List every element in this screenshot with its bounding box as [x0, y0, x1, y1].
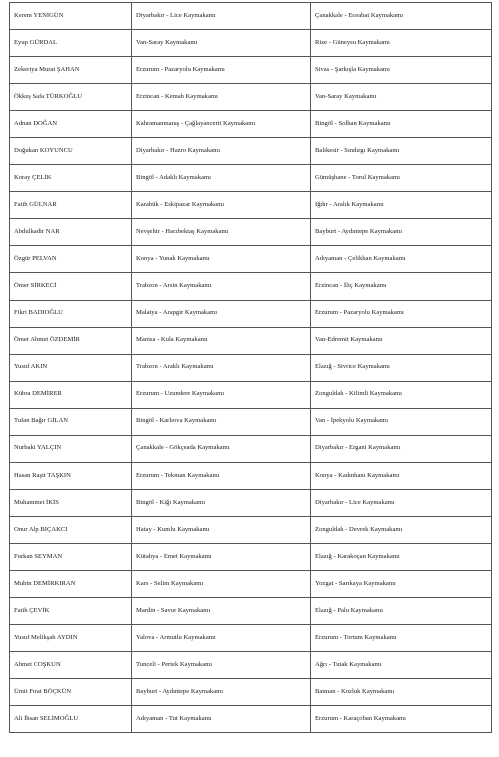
current-post-cell: Kars - Selim Kaymakamı	[132, 570, 311, 597]
table-row	[10, 462, 492, 489]
table-row	[10, 57, 492, 84]
table-row	[10, 679, 492, 706]
new-post-cell: Elazığ - Sivrice Kaymakamı	[311, 354, 492, 381]
official-name-cell: Abdulkadir NAR	[10, 219, 132, 246]
official-name-cell: Mubin DEMİRKIRAN	[10, 570, 132, 597]
table-row	[10, 706, 492, 733]
official-name-cell: Özgür PELVAN	[10, 246, 132, 273]
table-row	[10, 219, 492, 246]
official-name-cell: Muhammet İKİS	[10, 489, 132, 516]
current-post-cell: Malatya - Arapgir Kaymakamı	[132, 300, 311, 327]
official-name-cell: Hasan Raşit TAŞKIN	[10, 462, 132, 489]
table-row	[10, 300, 492, 327]
official-name-cell: Koray ÇELİK	[10, 165, 132, 192]
new-post-cell: Erzincan - İliç Kaymakamı	[311, 273, 492, 300]
table-row	[10, 625, 492, 652]
current-post-cell: Nevşehir - Hacıbektaş Kaymakamı	[132, 219, 311, 246]
official-name-cell: Kübra DEMİRER	[10, 381, 132, 408]
official-name-cell: Doğukan KOYUNCU	[10, 138, 132, 165]
current-post-cell: Hatay - Kumlu Kaymakamı	[132, 516, 311, 543]
table-row	[10, 327, 492, 354]
current-post-cell: Konya - Yunak Kaymakamı	[132, 246, 311, 273]
table-row	[10, 489, 492, 516]
current-post-cell: Erzincan - Kemah Kaymakamı	[132, 84, 311, 111]
official-name-cell: Fatih ÇEVİK	[10, 598, 132, 625]
current-post-cell: Van-Saray Kaymakamı	[132, 30, 311, 57]
table-row	[10, 246, 492, 273]
table-row	[10, 543, 492, 570]
official-name-cell: Ömer SİRKECİ	[10, 273, 132, 300]
current-post-cell: Yalova - Armutlu Kaymakamı	[132, 625, 311, 652]
current-post-cell: Çanakkale - Gökçeada Kaymakamı	[132, 435, 311, 462]
new-post-cell: Bingöl - Solhan Kaymakamı	[311, 111, 492, 138]
official-name-cell: Eyup GÜRDAL	[10, 30, 132, 57]
current-post-cell: Bayburt - Aydıntepe Kaymakamı	[132, 679, 311, 706]
new-post-cell: Diyarbakır - Ergani Kaymakamı	[311, 435, 492, 462]
new-post-cell: Rize - Güneysu Kaymakamı	[311, 30, 492, 57]
appointment-table-body	[10, 3, 492, 733]
table-row	[10, 192, 492, 219]
new-post-cell: Ağrı - Tutak Kaymakamı	[311, 652, 492, 679]
new-post-cell: Bayburt - Aydıntepe Kaymakamı	[311, 219, 492, 246]
new-post-cell: Zonguldak - Kilimli Kaymakamı	[311, 381, 492, 408]
new-post-cell: Yozgat - Sarıkaya Kaymakamı	[311, 570, 492, 597]
official-name-cell: Nurbaki YALÇIN	[10, 435, 132, 462]
new-post-cell: Erzurum - Karaçoban Kaymakamı	[311, 706, 492, 733]
new-post-cell: Sivas - Şarkışla Kaymakamı	[311, 57, 492, 84]
table-row	[10, 30, 492, 57]
new-post-cell: Van-Edremit Kaymakamı	[311, 327, 492, 354]
new-post-cell: Elazığ - Palu Kaymakamı	[311, 598, 492, 625]
table-row	[10, 354, 492, 381]
new-post-cell: Erzurum - Tortum Kaymakamı	[311, 625, 492, 652]
table-row	[10, 652, 492, 679]
new-post-cell: Gümüşhane - Torul Kaymakamı	[311, 165, 492, 192]
current-post-cell: Diyarbakır - Hazro Kaymakamı	[132, 138, 311, 165]
official-name-cell: Ömer Ahmet ÖZDEMİR	[10, 327, 132, 354]
official-name-cell: Onur Alp BIÇAKCI	[10, 516, 132, 543]
official-name-cell: Adnan DOĞAN	[10, 111, 132, 138]
official-name-cell: Yusuf AKIN	[10, 354, 132, 381]
current-post-cell: Bingöl - Karlıova Kaymakamı	[132, 408, 311, 435]
new-post-cell: Çanakkale - Eceabat Kaymakamı	[311, 3, 492, 30]
official-name-cell: Fikri BADIOĞLU	[10, 300, 132, 327]
appointment-table	[9, 2, 492, 733]
table-row	[10, 111, 492, 138]
current-post-cell: Erzurum - Uzundere Kaymakamı	[132, 381, 311, 408]
new-post-cell: Balıkesir - Sındırgı Kaymakamı	[311, 138, 492, 165]
current-post-cell: Erzurum - Pazaryolu Kaymakamı	[132, 57, 311, 84]
new-post-cell: Zonguldak - Devrek Kaymakamı	[311, 516, 492, 543]
table-row	[10, 435, 492, 462]
current-post-cell: Kahramanmaraş - Çağlayancerit Kaymakamı	[132, 111, 311, 138]
new-post-cell: Adıyaman - Çelikhan Kaymakamı	[311, 246, 492, 273]
current-post-cell: Karabük - Eskipazar Kaymakamı	[132, 192, 311, 219]
table-row	[10, 381, 492, 408]
official-name-cell: Fatih GÜLNAR	[10, 192, 132, 219]
new-post-cell: Batman - Kozluk Kaymakamı	[311, 679, 492, 706]
current-post-cell: Bingöl - Kiğı Kaymakamı	[132, 489, 311, 516]
new-post-cell: Konya - Kadınhanı Kaymakamı	[311, 462, 492, 489]
official-name-cell: Zekeriya Murat ŞAHAN	[10, 57, 132, 84]
table-row	[10, 3, 492, 30]
official-name-cell: Kerem YENİGÜN	[10, 3, 132, 30]
table-row	[10, 273, 492, 300]
current-post-cell: Kütahya - Emet Kaymakamı	[132, 543, 311, 570]
table-row	[10, 516, 492, 543]
official-name-cell: Tufan Bağır GİLAN	[10, 408, 132, 435]
current-post-cell: Adıyaman - Tut Kaymakamı	[132, 706, 311, 733]
table-row	[10, 138, 492, 165]
official-name-cell: Furkan SEYMAN	[10, 543, 132, 570]
new-post-cell: Van-Saray Kaymakamı	[311, 84, 492, 111]
table-row	[10, 598, 492, 625]
table-row	[10, 165, 492, 192]
new-post-cell: Van - İpekyolu Kaymakamı	[311, 408, 492, 435]
current-post-cell: Tunceli - Pertek Kaymakamı	[132, 652, 311, 679]
current-post-cell: Erzurum - Tekman Kaymakamı	[132, 462, 311, 489]
current-post-cell: Manisa - Kula Kaymakamı	[132, 327, 311, 354]
new-post-cell: Diyarbakır - Lice Kaymakamı	[311, 489, 492, 516]
table-row	[10, 84, 492, 111]
official-name-cell: Ahmet COŞKUN	[10, 652, 132, 679]
current-post-cell: Trabzon - Arsin Kaymakamı	[132, 273, 311, 300]
table-row	[10, 408, 492, 435]
current-post-cell: Bingöl - Adaklı Kaymakamı	[132, 165, 311, 192]
official-name-cell: Ökkeş Safa TÜRKOĞLU	[10, 84, 132, 111]
official-name-cell: Ali İhsan SELİMOĞLU	[10, 706, 132, 733]
official-name-cell: Ümit Fırat BÖÇKÜN	[10, 679, 132, 706]
current-post-cell: Mardin - Savur Kaymakamı	[132, 598, 311, 625]
new-post-cell: Iğdır - Aralık Kaymakamı	[311, 192, 492, 219]
new-post-cell: Elazığ - Karakoçan Kaymakamı	[311, 543, 492, 570]
new-post-cell: Erzurum - Pazaryolu Kaymakamı	[311, 300, 492, 327]
current-post-cell: Diyarbakır - Lice Kaymakamı	[132, 3, 311, 30]
official-name-cell: Yusuf Melikşah AYDIN	[10, 625, 132, 652]
table-row	[10, 570, 492, 597]
current-post-cell: Trabzon - Araklı Kaymakamı	[132, 354, 311, 381]
